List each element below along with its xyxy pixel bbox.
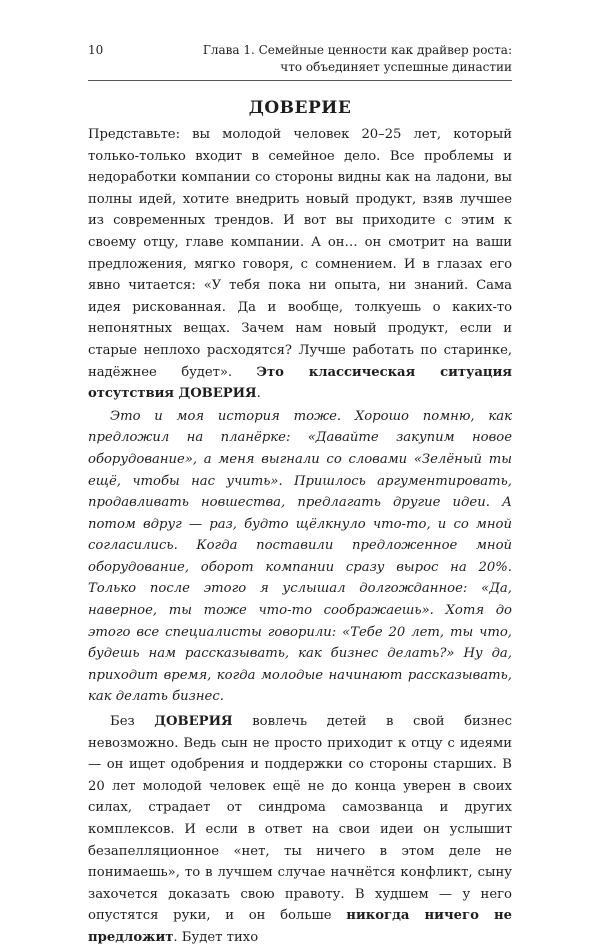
page-number: 10 bbox=[88, 43, 104, 57]
paragraph-intro bbox=[88, 124, 512, 405]
paragraph-intro-text: Представьте: вы молодой человек 20–25 лет, который только-только входит в семейное дело. Все проблемы и недоработки компании со стороны видны как на ладони, вы полны идей, хотите внедрить новый продукт, взяв лучшее из современных трендов. И вот вы приходите с этим к своему отцу, главе компании. А он… он смотрит на ваши предложения, мягко говоря, с сомнением. И в глазах его явно читается: «У тебя пока ни опыта, ни знаний. Сама идея рискованная. Да и вообще, толкуешь о каких-то непонятных вещах. Зачем нам новый продукт, если и старые неплохо расходятся? Лучше работать по старинке, надёжнее будет». bbox=[88, 127, 512, 380]
paragraph-intro-bold: Это классическая ситуация отсутствия ДОВЕРИЯ bbox=[88, 364, 512, 402]
paragraph-intro-end: . bbox=[256, 386, 261, 402]
paragraph-personal-story bbox=[88, 406, 512, 708]
page-content bbox=[88, 96, 512, 949]
paragraph-trust-middle: вовлечь детей в свой бизнес невозможно. Ведь сын не просто приходит к отцу с идеями — он ищет одобрения и поддержки со стороны старших. В 20 лет молодой человек ещё не до конца уверен в своих силах, страдает от синдрома самозванца и других комплексов. И если в ответ на свои идеи он услышит безапелляционное «нет, ты ничего в этом деле не понимаешь», то в лучшем случае начнётся конфликт, сыну захочется доказать свою правоту. В худшем — у него опустятся руки, и он больше bbox=[88, 714, 512, 924]
paragraph-trust-bold-word: ДОВЕРИЯ bbox=[154, 714, 233, 730]
page-header bbox=[88, 42, 512, 84]
paragraph-trust-bold-phrase: никогда ничего не предложит bbox=[88, 908, 512, 945]
chapter-running-title: Глава 1. Семейные ценности как драйвер роста: что объединяет успешные династии bbox=[202, 43, 512, 74]
paragraph-personal-story-text: Это и моя история тоже. Хорошо помню, как предложил на планёрке: «Давайте закупим новое оборудование», а меня выгнали со словами «Зелёный ты ещё, чтобы нас учить». Пришлось аргументировать, продавливать новшества, предлагать другие идеи. А потом вдруг — раз, будто щёлкнуло что-то, и со мной согласились. Когда поставили предложенное мной оборудование, оборот компании сразу вырос на 20%. Только после этого я услышал долгожданное: «Да, наверное, ты тоже что-то соображаешь». Хотя до этого все специалисты говорили: «Тебе 20 лет, ты что, будешь нам рассказывать, как бизнес делать?» Ну да, приходит время, когда молодые начинают рассказывать, как делать бизнес. bbox=[88, 408, 512, 705]
paragraph-trust bbox=[88, 711, 512, 949]
header-divider bbox=[88, 80, 512, 81]
paragraph-trust-end: . Будет тихо bbox=[173, 929, 259, 945]
section-title: ДОВЕРИЕ bbox=[248, 98, 352, 118]
paragraph-trust-start: Без bbox=[110, 714, 155, 730]
